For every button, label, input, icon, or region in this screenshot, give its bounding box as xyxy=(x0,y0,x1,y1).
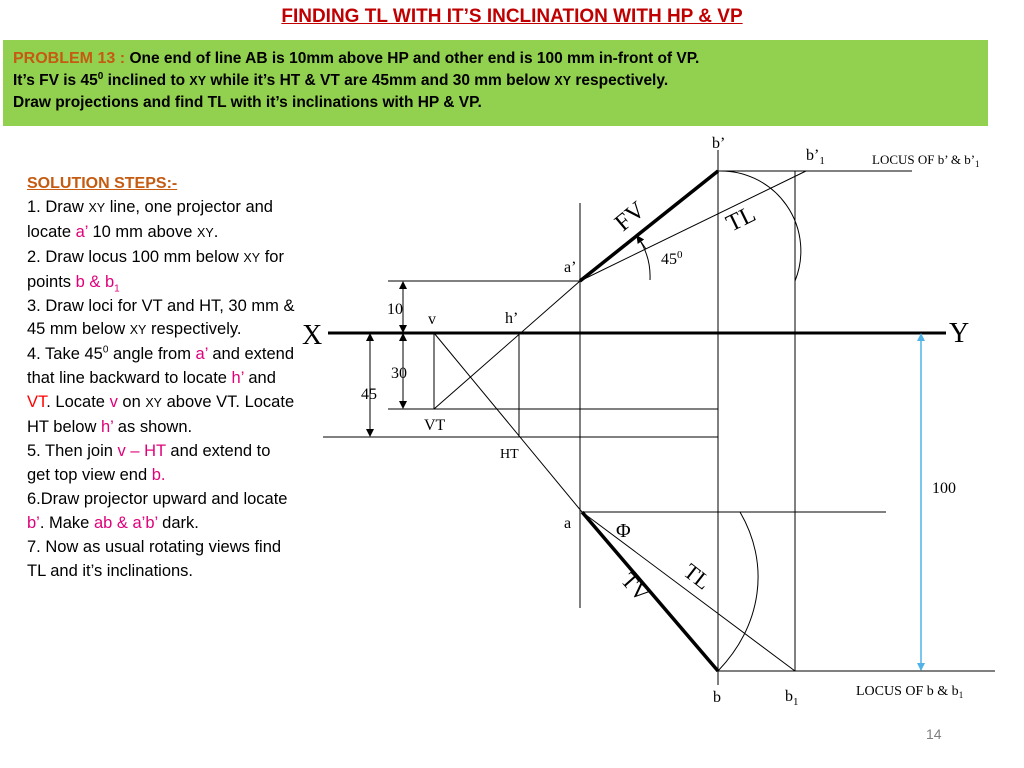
ht-label: HT xyxy=(500,447,519,462)
dim-45-label: 45 xyxy=(361,386,377,403)
tv-label: TV xyxy=(616,567,655,607)
b-prime-label: b’ xyxy=(712,135,726,152)
a-prime-label: a’ xyxy=(564,259,577,276)
page-number: 14 xyxy=(926,726,942,742)
h-prime-label: h’ xyxy=(505,310,519,327)
slide-title: FINDING TL WITH IT’S INCLINATION WITH HP & VP xyxy=(281,6,743,27)
x-label: X xyxy=(302,320,323,351)
dim-10-label: 10 xyxy=(387,301,403,318)
steps-heading: SOLUTION STEPS:- xyxy=(27,175,178,192)
problem-statement: PROBLEM 13 : One end of line AB is 10mm above HP and other end is 100 mm in-front of VP. It’s FV is $45^0$ inclined to XY while it’s HT & VT are 45mm and 30 mm below XY respectively. Draw projections and find TL with it’s inclinations with HP & VP. xyxy=(3,40,988,126)
y-label: Y xyxy=(949,318,970,349)
angle-arrow-head xyxy=(637,236,646,249)
locus-top-label: LOCUS OF b’ & $b’_1$ xyxy=(872,152,980,169)
true-length-line-top xyxy=(580,171,806,281)
angle-label: $45^0$ xyxy=(661,249,683,268)
tl-top-label: TL xyxy=(722,201,760,238)
problem-label: PROBLEM 13 : xyxy=(13,50,130,67)
angle-arc xyxy=(637,236,650,280)
phi-label: Φ xyxy=(616,520,631,542)
b1-prime-label: $b’_1$ xyxy=(806,147,825,167)
v-label: v xyxy=(428,311,436,328)
vt-label: VT xyxy=(424,417,446,434)
b-label: b xyxy=(713,689,721,706)
step-2: 2. Draw locus 100 mm below XY for points b & $b_1$ xyxy=(27,247,284,294)
rotation-arc-bottom xyxy=(718,512,758,671)
step-1: 1. Draw XY line, one projector and locate a’ 10 mm above XY. xyxy=(27,197,273,241)
b1-label: $b_1$ xyxy=(785,688,799,708)
step-6: 6.Draw projector upward and locate b’. Make ab & a’b’ dark. xyxy=(27,489,288,532)
tl-bottom-label: TL xyxy=(678,558,716,595)
dim-100-label: 100 xyxy=(932,480,956,497)
fv-extension xyxy=(434,281,580,409)
dim-30-label: 30 xyxy=(391,365,407,382)
v-ht-line xyxy=(434,333,582,512)
step-3: 3. Draw loci for VT and HT, 30 mm & 45 mm below XY respectively. xyxy=(27,296,295,339)
fv-label: FV xyxy=(610,196,651,237)
a-label: a xyxy=(564,515,572,532)
step-5: 5. Then join v – HT and extend to get top view end b. xyxy=(27,441,271,484)
step-7: 7. Now as usual rotating views find TL and it’s inclinations. xyxy=(27,537,282,580)
step-4: 4. Take $45^0$ angle from a’ and extend that line backward to locate h’ and VT. Locate v on XY above VT. Locate HT below h’ as shown. xyxy=(27,344,295,437)
locus-bottom-label: LOCUS OF b & $b_1$ xyxy=(856,684,964,700)
true-length-line-bottom xyxy=(582,512,795,671)
